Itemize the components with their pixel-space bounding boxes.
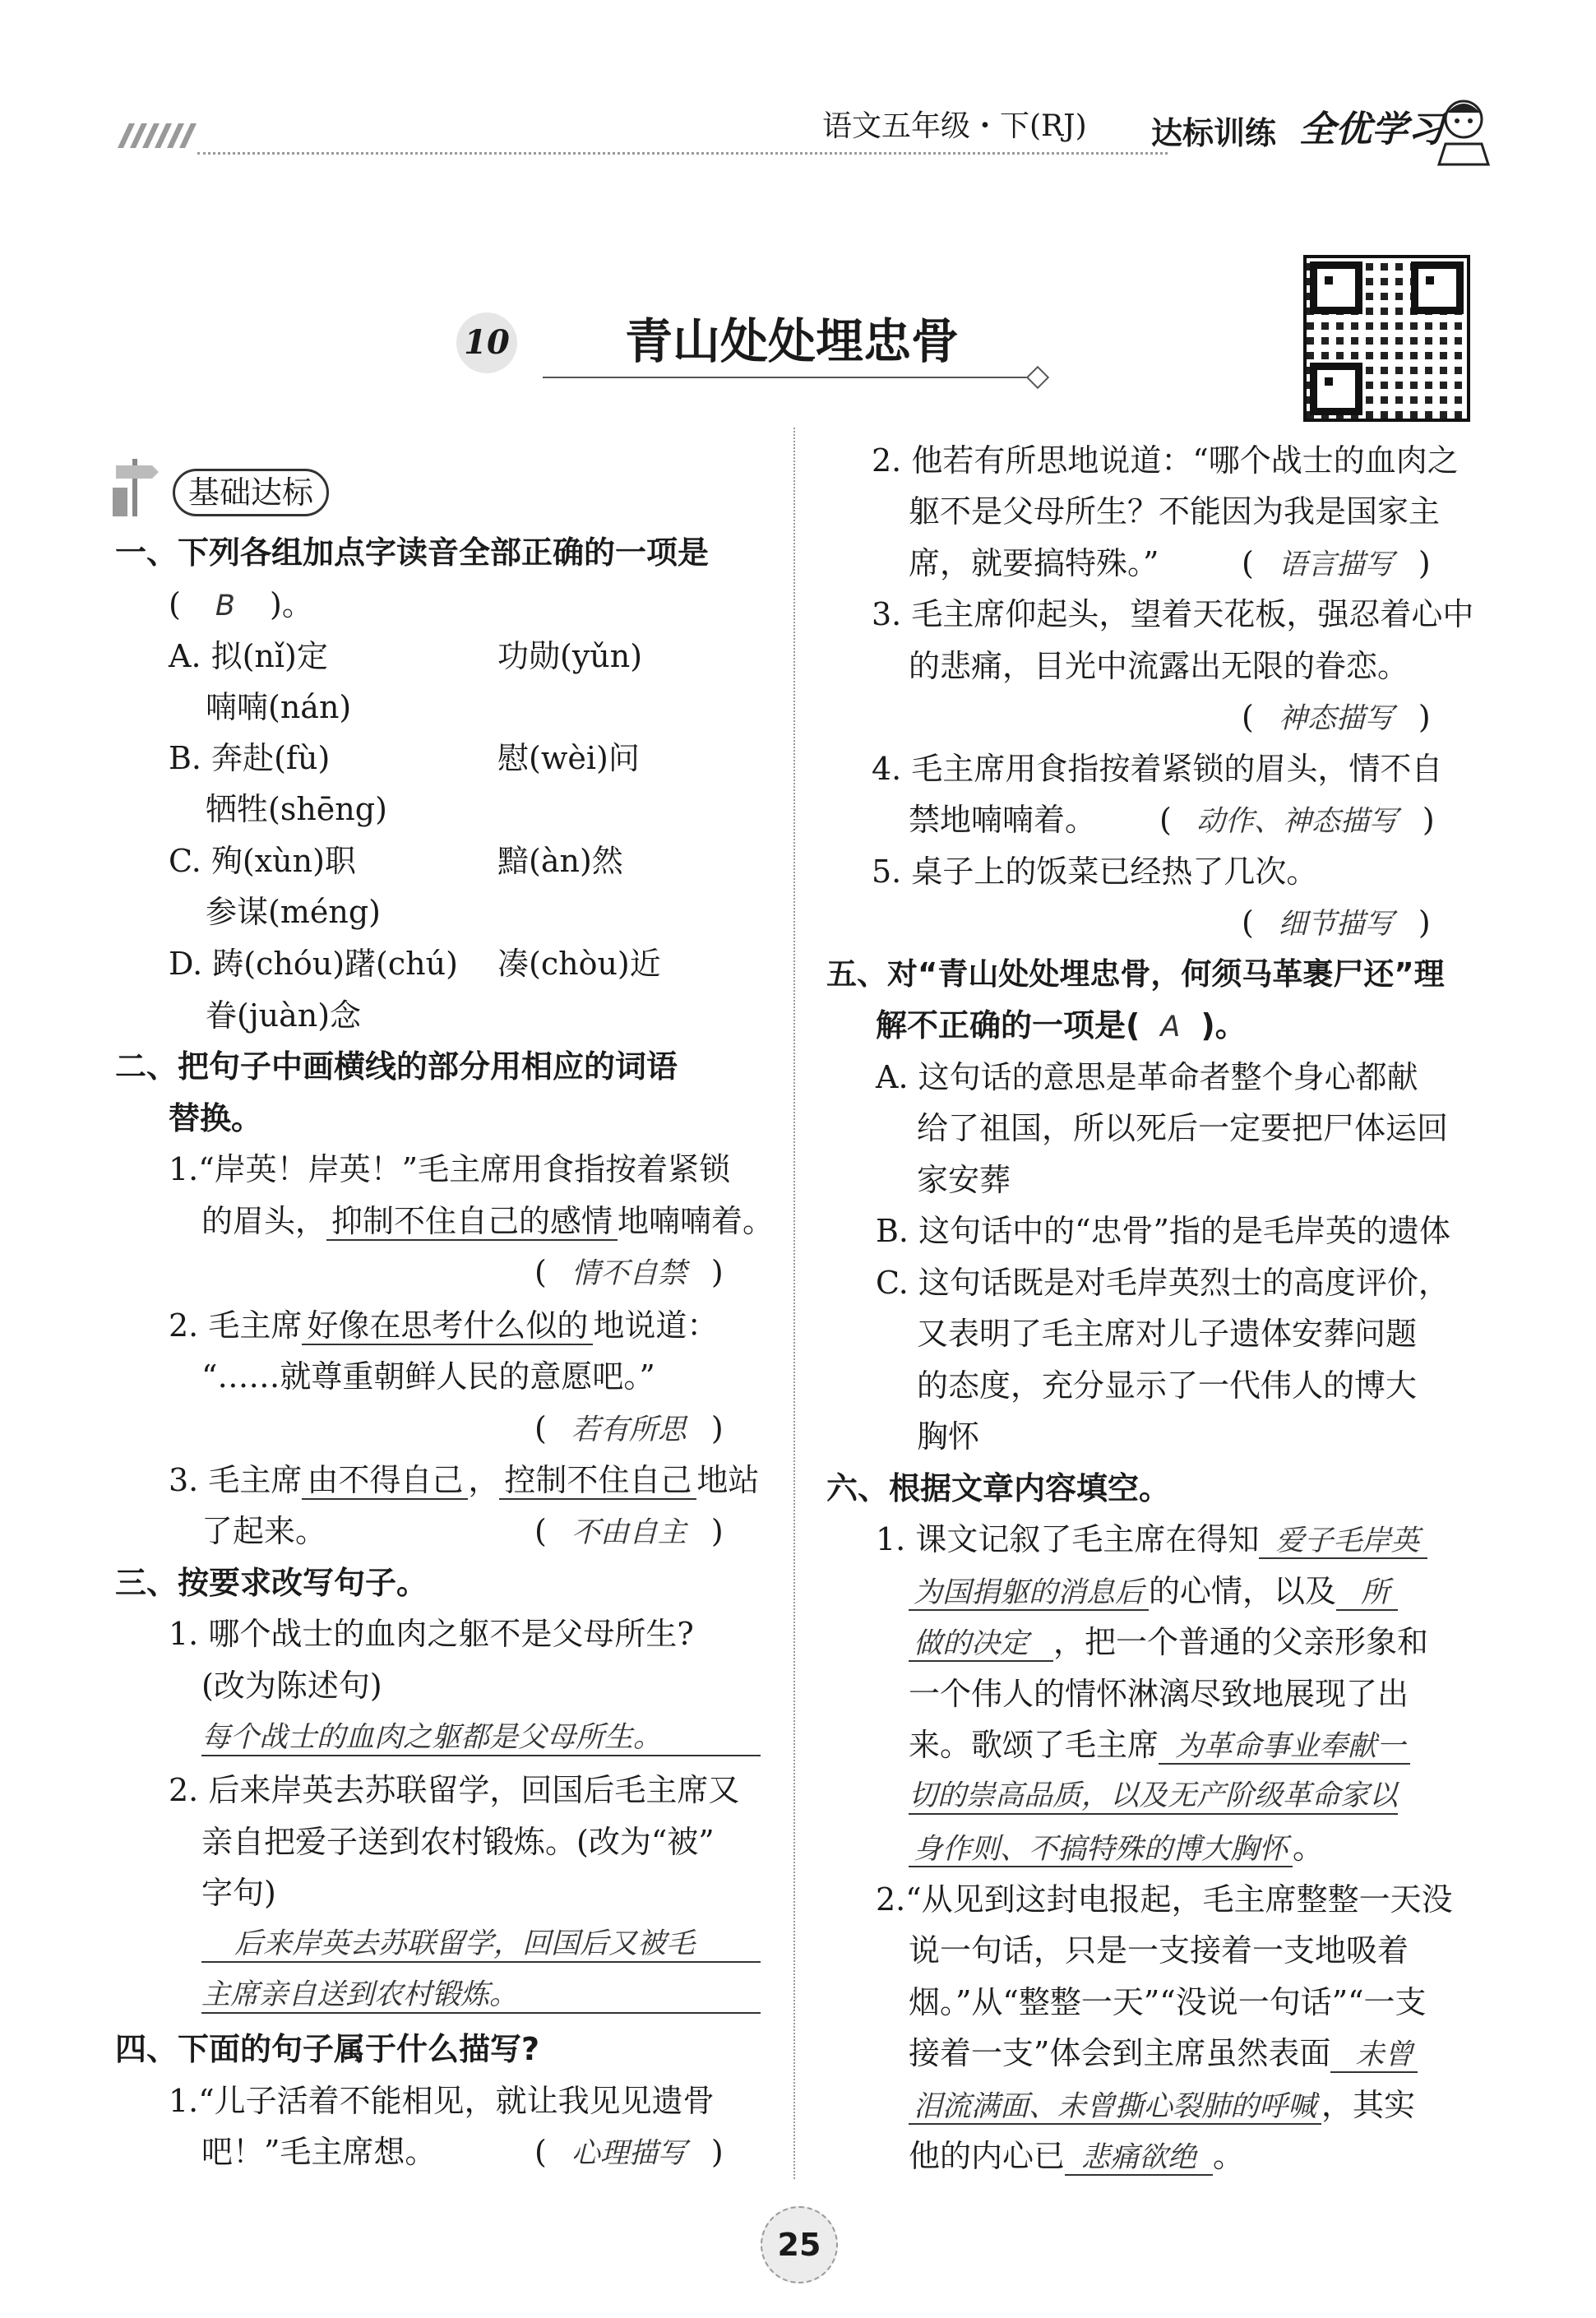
q6-s1-blank3-part2: 切的崇高品质，以及无产阶级革命家以 <box>909 1779 1398 1815</box>
q4-s1-answer-line: ( 心理描写 ) <box>534 2134 724 2170</box>
q3-s2-line1: 2. 后来岸英去苏联留学，回国后毛主席又 <box>169 1772 740 1808</box>
q6-s1-blank1-part2: 为国捐躯的消息后 <box>909 1576 1149 1611</box>
q4-s5-line1: 5. 桌子上的饭菜已经热了几次。 <box>872 854 1318 890</box>
q2-s1-answer: 情不自禁 <box>571 1257 687 1290</box>
q1-option-b3: 牺牲(shēng) <box>206 791 387 827</box>
q6-s1-line4: 一个伟人的情怀淋漓尽致地展现了出 <box>909 1676 1409 1712</box>
q1-option-d2: 凑(chòu)近 <box>497 946 661 982</box>
q5-option-c-1: C. 这句话既是对毛岸英烈士的高度评价， <box>876 1265 1450 1301</box>
q5-option-c-4: 胸怀 <box>917 1418 980 1455</box>
title-underline <box>543 377 1036 378</box>
q3-s1-answer: 每个战士的血肉之躯都是父母所生。 <box>201 1720 761 1756</box>
q2-s3-line1: 3. 毛主席 由不得自己 ， 控制不住自己 地站 <box>169 1462 760 1498</box>
q1-option-c2: 黯(àn)然 <box>497 843 623 879</box>
q6-s1-blank1-part1: 爱子毛岸英 <box>1259 1525 1427 1559</box>
q2-stem: 二、把句子中画横线的部分用相应的词语 <box>115 1048 678 1085</box>
q2-s3-underlined-2: 控制不住自己 <box>499 1462 696 1500</box>
header-book: 语文五年级・下(RJ) <box>822 109 1087 143</box>
q4-s4-line2: 禁地喃喃着。 <box>909 802 1097 838</box>
column-divider <box>793 428 795 2179</box>
q6-s2-line3: 烟。”从“整整一天”“没说一句话”“一支 <box>909 1984 1427 2020</box>
q5-option-a-3: 家安葬 <box>917 1162 1011 1198</box>
q6-s1-line3: 做的决定 ，把一个普通的父亲形象和 <box>909 1624 1428 1662</box>
mascot-icon <box>1431 95 1497 169</box>
q5-stem: 五、对“青山处处埋忠骨，何须马革裹尸还”理 <box>826 956 1445 992</box>
q6-s2-line6: 他的内心已 悲痛欲绝 。 <box>909 2138 1245 2174</box>
q4-s2-answer-line: ( 语言描写 ) <box>1242 545 1431 581</box>
q2-s2-underlined: 好像在思考什么似的 <box>302 1307 593 1345</box>
q6-s1-blank2-part1: 所 <box>1336 1576 1398 1611</box>
q1-option-c1: C. 殉(xùn)职 <box>169 843 356 879</box>
q2-s1-underlined: 抑制不住自己的感情 <box>326 1203 618 1241</box>
q6-s1-line2: 为国捐躯的消息后 的心情，以及 所 <box>909 1573 1398 1611</box>
q4-stem: 四、下面的句子属于什么描写? <box>115 2031 540 2067</box>
q2-s3-line2: 了起来。 <box>201 1513 327 1549</box>
q1-stem: 一、下列各组加点字读音全部正确的一项是 <box>115 534 710 571</box>
header-dotted-rule <box>197 152 1168 155</box>
page-number: 25 <box>761 2206 838 2283</box>
q6-stem: 六、根据文章内容填空。 <box>826 1470 1171 1506</box>
q6-s2-line5: 泪流满面、未曾撕心裂肺的呼喊 ，其实 <box>909 2087 1415 2125</box>
q1-option-a1: A. 拟(nǐ)定 <box>169 638 328 674</box>
q1-option-d3: 眷(juàn)念 <box>206 997 362 1034</box>
q4-s1-line1: 1.“儿子活着不能相见，就让我见见遗骨 <box>169 2083 715 2119</box>
q6-s2-line2: 说一句话，只是一支接着一支地吸着 <box>909 1932 1409 1969</box>
q6-s2-blank2: 悲痛欲绝 <box>1065 2141 1213 2176</box>
q5-option-a-2: 给了祖国，所以死后一定要把尸体运回 <box>917 1110 1449 1146</box>
q5-option-c-2: 又表明了毛主席对儿子遗体安葬问题 <box>917 1316 1418 1352</box>
q6-s1-line7: 身作则、不搞特殊的博大胸怀 。 <box>909 1830 1324 1867</box>
lesson-title: 青山处处埋忠骨 <box>625 313 960 369</box>
header-series: 达标训练 <box>1151 115 1277 151</box>
q3-s2-line2: 亲自把爱子送到农村锻炼。(改为“被” <box>201 1824 715 1860</box>
q4-s5-answer-line: ( 细节描写 ) <box>1242 905 1431 941</box>
q4-s3-line2: 的悲痛，目光中流露出无限的眷恋。 <box>909 648 1409 684</box>
q4-s3-line1: 3. 毛主席仰起头，望着天花板，强忍着心中 <box>872 596 1474 632</box>
q2-s2-line2: “……就尊重朝鲜人民的意愿吧。” <box>201 1358 655 1395</box>
q5-option-a-1: A. 这句话的意思是革命者整个身心都献 <box>876 1059 1418 1095</box>
q1-option-a2: 功勋(yǔn) <box>497 638 643 674</box>
q4-s2-line1: 2. 他若有所思地说道：“哪个战士的血肉之 <box>872 442 1459 479</box>
q3-s2-answer-2: 主席亲自送到农村锻炼。 <box>201 1978 761 2014</box>
q1-option-b1: B. 奔赴(fù) <box>169 740 331 776</box>
lesson-number: 10 <box>456 312 517 373</box>
q2-stem-2: 替换。 <box>169 1100 263 1136</box>
q4-s4-answer: 动作、神态描写 <box>1196 805 1398 838</box>
q1-option-d1: D. 踌(chóu)躇(chú) <box>169 946 458 982</box>
q6-s2-blank1-part2: 泪流满面、未曾撕心裂肺的呼喊 <box>909 2090 1321 2125</box>
header-stripes <box>123 123 197 151</box>
q6-s2-blank1-part1: 未曾 <box>1330 2038 1418 2073</box>
q4-s4-line1: 4. 毛主席用食指按着紧锁的眉头，情不自 <box>872 751 1443 787</box>
q6-s2-line1: 2.“从见到这封电报起，毛主席整整一天没 <box>876 1881 1453 1918</box>
q1-option-b2: 慰(wèi)问 <box>497 740 640 776</box>
q6-s2-line4: 接着一支”体会到主席虽然表面 未曾 <box>909 2035 1418 2073</box>
q4-s2-line3: 席，就要搞特殊。” <box>909 545 1159 581</box>
q2-s3-underlined-1: 由不得自己 <box>302 1462 468 1500</box>
q2-s2-answer-line: ( 若有所思 ) <box>534 1410 724 1446</box>
q2-s2-answer: 若有所思 <box>571 1413 687 1446</box>
q2-s1-line2: 的眉头， 抑制不住自己的感情 地喃喃着。 <box>201 1203 775 1239</box>
q4-s1-answer: 心理描写 <box>571 2137 687 2170</box>
q3-s2-answer-1: 后来岸英去苏联留学，回国后又被毛 <box>201 1927 761 1963</box>
q1-option-c3: 参谋(méng) <box>206 894 381 930</box>
q4-s5-answer: 细节描写 <box>1278 908 1394 941</box>
section-badge-basic: 基础达标 <box>173 469 329 516</box>
q1-option-a3: 喃喃(nán) <box>206 689 352 725</box>
q2-s1-line1: 1.“岸英！岸英！”毛主席用食指按着紧锁 <box>169 1151 731 1187</box>
q4-s3-answer: 神态描写 <box>1278 702 1394 735</box>
q6-s1-blank3-part3: 身作则、不搞特殊的博大胸怀 <box>909 1833 1293 1867</box>
q6-s1-line1: 1. 课文记叙了毛主席在得知 爱子毛岸英 <box>876 1521 1427 1559</box>
qr-code[interactable] <box>1303 255 1470 422</box>
signpost-icon <box>111 451 160 516</box>
q3-stem: 三、按要求改写句子。 <box>115 1565 428 1601</box>
q4-s4-answer-line: ( 动作、神态描写 ) <box>1159 802 1435 838</box>
q5-answer: A <box>1160 1011 1181 1043</box>
q3-s1-line2: (改为陈述句) <box>201 1668 382 1704</box>
q3-s2-line3: 字句) <box>201 1875 276 1911</box>
q1-answer-line: ( B )。 <box>169 586 313 622</box>
q1-answer: B <box>215 590 235 622</box>
q2-s2-line1: 2. 毛主席 好像在思考什么似的 地说道： <box>169 1307 719 1344</box>
q6-s1-line5: 来。歌颂了毛主席 为革命事业奉献一 <box>909 1727 1410 1765</box>
q4-s1-line2: 吧！”毛主席想。 <box>201 2134 437 2170</box>
q2-s3-answer: 不由自主 <box>571 1516 687 1549</box>
q5-option-c-3: 的态度，充分显示了一代伟人的博大 <box>917 1367 1418 1404</box>
q6-s1-blank3-part1: 为革命事业奉献一 <box>1159 1730 1410 1765</box>
q6-s1-blank2-part2: 做的决定 <box>909 1627 1053 1662</box>
q5-stem-2: 解不正确的一项是( A )。 <box>876 1007 1247 1043</box>
q5-option-b-1: B. 这句话中的“忠骨”指的是毛岸英的遗体 <box>876 1213 1450 1249</box>
q4-s2-answer: 语言描写 <box>1278 548 1394 581</box>
q2-s1-answer-line: ( 情不自禁 ) <box>534 1254 724 1290</box>
title-diamond-icon <box>1026 366 1049 389</box>
header-brand-logo: 全优学习 <box>1299 109 1444 150</box>
q4-s2-line2: 躯不是父母所生？不能因为我是国家主 <box>909 493 1441 530</box>
q4-s3-answer-line: ( 神态描写 ) <box>1242 699 1431 735</box>
q3-s1-line1: 1. 哪个战士的血肉之躯不是父母所生? <box>169 1616 694 1652</box>
q2-s3-answer-line: ( 不由自主 ) <box>534 1513 724 1549</box>
